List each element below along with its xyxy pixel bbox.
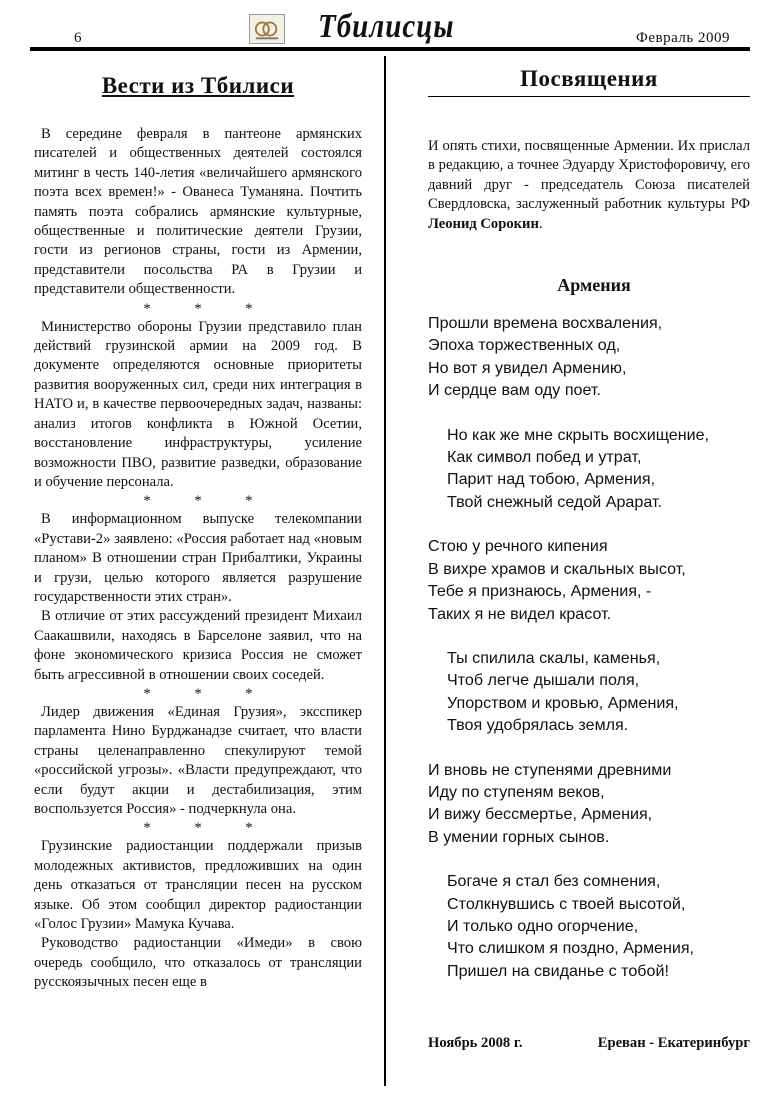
poem-line: Ты спилила скалы, каменья, — [447, 648, 661, 667]
poem-line: В умении горных сынов. — [428, 827, 610, 846]
poem-line: Но вот я увидел Армению, — [428, 358, 627, 377]
poem-line: И вижу бессмертье, Армения, — [428, 805, 653, 824]
poem-stanza — [428, 535, 750, 625]
poem-title: Армения — [557, 275, 631, 296]
header-rule — [30, 47, 750, 51]
poem-line: Упорством и кровью, Армения, — [447, 693, 679, 712]
poem-stanza — [428, 424, 750, 514]
column-divider — [384, 56, 386, 1086]
intro-text: И опять стихи, посвященные Армении. Их прислал в редакцию, а точнее Эдуарду Христофоровичу, его давний друг - председатель Союза писателей Свердловска, заслуженный работник культуры РФ — [428, 138, 750, 213]
separator-stars: * * * — [143, 300, 273, 317]
poem-line: Как символ побед и утрат, — [447, 448, 642, 467]
news-item: Министерство обороны Грузии представило план действий грузинской армии на 2009 год. В документе определяются основные приоритеты развития вооруженных сил, среди них интеграция в НАТО и, в качестве первоочередных задач, названы: анализ итогов конфликта в Южной Осетии, восстановление инфраструктуры, усиление возможности ПВО, развитие разведки, образование и обучение персонала. — [34, 318, 362, 490]
poem-line: Столкнувшись с твоей высотой, — [447, 894, 686, 913]
issue-date: Февраль 2009 — [636, 30, 730, 46]
news-column — [34, 56, 362, 993]
poem-line: В вихре храмов и скальных высот, — [428, 559, 686, 578]
intro-end: . — [538, 215, 543, 232]
poem-line: Твой снежный седой Арарат. — [447, 492, 662, 511]
signature-date: Ноябрь 2008 г. — [428, 1035, 523, 1051]
newspaper-masthead: Тбилисцы — [318, 8, 455, 45]
news-item: В отличие от этих рассуждений президент Михаил Саакашвили, находясь в Барселоне заявил, что на фоне экономического кризиса Россия не сможет быть агрессивной в отношении своих соседей. — [34, 608, 362, 683]
newspaper-emblem-icon — [249, 14, 285, 44]
news-section-title: Вести из Тбилиси — [101, 73, 295, 98]
poem-author: Леонид Сорокин — [428, 215, 539, 232]
news-list — [34, 125, 362, 993]
poem-line: Стою у речного кипения — [428, 537, 608, 556]
dedications-column — [428, 56, 750, 1051]
poem-line: Но как же мне скрыть восхищение, — [447, 425, 710, 444]
separator-stars: * * * — [143, 493, 273, 510]
poem-line: Пришел на свиданье с тобой! — [447, 961, 669, 980]
poem-line: И сердце вам оду поет. — [428, 381, 601, 400]
page-number: 6 — [74, 30, 82, 46]
poem — [428, 312, 750, 982]
poem-line: Иду по ступеням веков, — [428, 782, 605, 801]
news-item: В информационном выпуске телекомпании «Рустави-2» заявлено: «Россия работает над «новым планом» В отношении стран Прибалтики, Украины и грузи, целью которого является разрушение государственности этих стран». — [34, 511, 362, 605]
poem-intro — [428, 137, 750, 234]
dedications-section-title: Посвящения — [428, 64, 750, 97]
news-item: В середине февраля в пантеоне армянских писателей и общественных деятелей состоялся митинг в честь 140-летия «величайшего армянского поэта всех времен!» - Ованеса Туманяна. Почтить память поэта собрались армянские культурные, общественные и политические деятели Грузии, гости из регионов страны, гости из Армении, представители посольства РА в Грузии и представители общественности. — [34, 126, 362, 298]
poem-line: И вновь не ступенями древними — [428, 760, 672, 779]
separator-stars: * * * — [143, 820, 273, 837]
news-item: Руководство радиостанции «Имеди» в свою очередь сообщило, что отказалось от трансляции русскоязычных песен еще в — [34, 935, 362, 991]
poem-line: Парит над тобою, Армения, — [447, 470, 656, 489]
poem-line: Прошли времена восхваления, — [428, 314, 663, 333]
poem-line: И только одно огорчение, — [447, 916, 639, 935]
poem-line: Что слишком я поздно, Армения, — [447, 939, 695, 958]
poem-line: Богаче я стал без сомнения, — [447, 872, 661, 891]
poem-line: Эпоха торжественных од, — [428, 336, 621, 355]
poem-stanza — [428, 870, 750, 982]
poem-line: Чтоб легче дышали поля, — [447, 671, 640, 690]
news-item: Грузинские радиостанции поддержали призыв молодежных активистов, предложивших на один день отказаться от трансляции песен на русском языке. Об этом сообщил директор радиостанции «Голос Грузии» Мамука Кучава. — [34, 838, 362, 933]
poem-stanza — [428, 312, 750, 402]
poem-line: Тебе я признаюсь, Армения, - — [428, 582, 652, 601]
poem-stanza — [428, 759, 750, 849]
separator-stars: * * * — [143, 685, 273, 702]
poem-line: Твоя удобрялась земля. — [447, 716, 629, 735]
news-item: Лидер движения «Единая Грузия», эксспикер парламента Нино Бурджанадзе считает, что власти страны целенаправленно спекулируют темой «российской угрозы». «Власти предупреждают, что если будут акции и дестабилизация, этим воспользуется Россия» - подчеркнула она. — [34, 703, 362, 817]
poem-line: Таких я не видел красот. — [428, 604, 612, 623]
poem-stanza — [428, 647, 750, 737]
signature-place: Ереван - Екатеринбург — [597, 1035, 750, 1051]
